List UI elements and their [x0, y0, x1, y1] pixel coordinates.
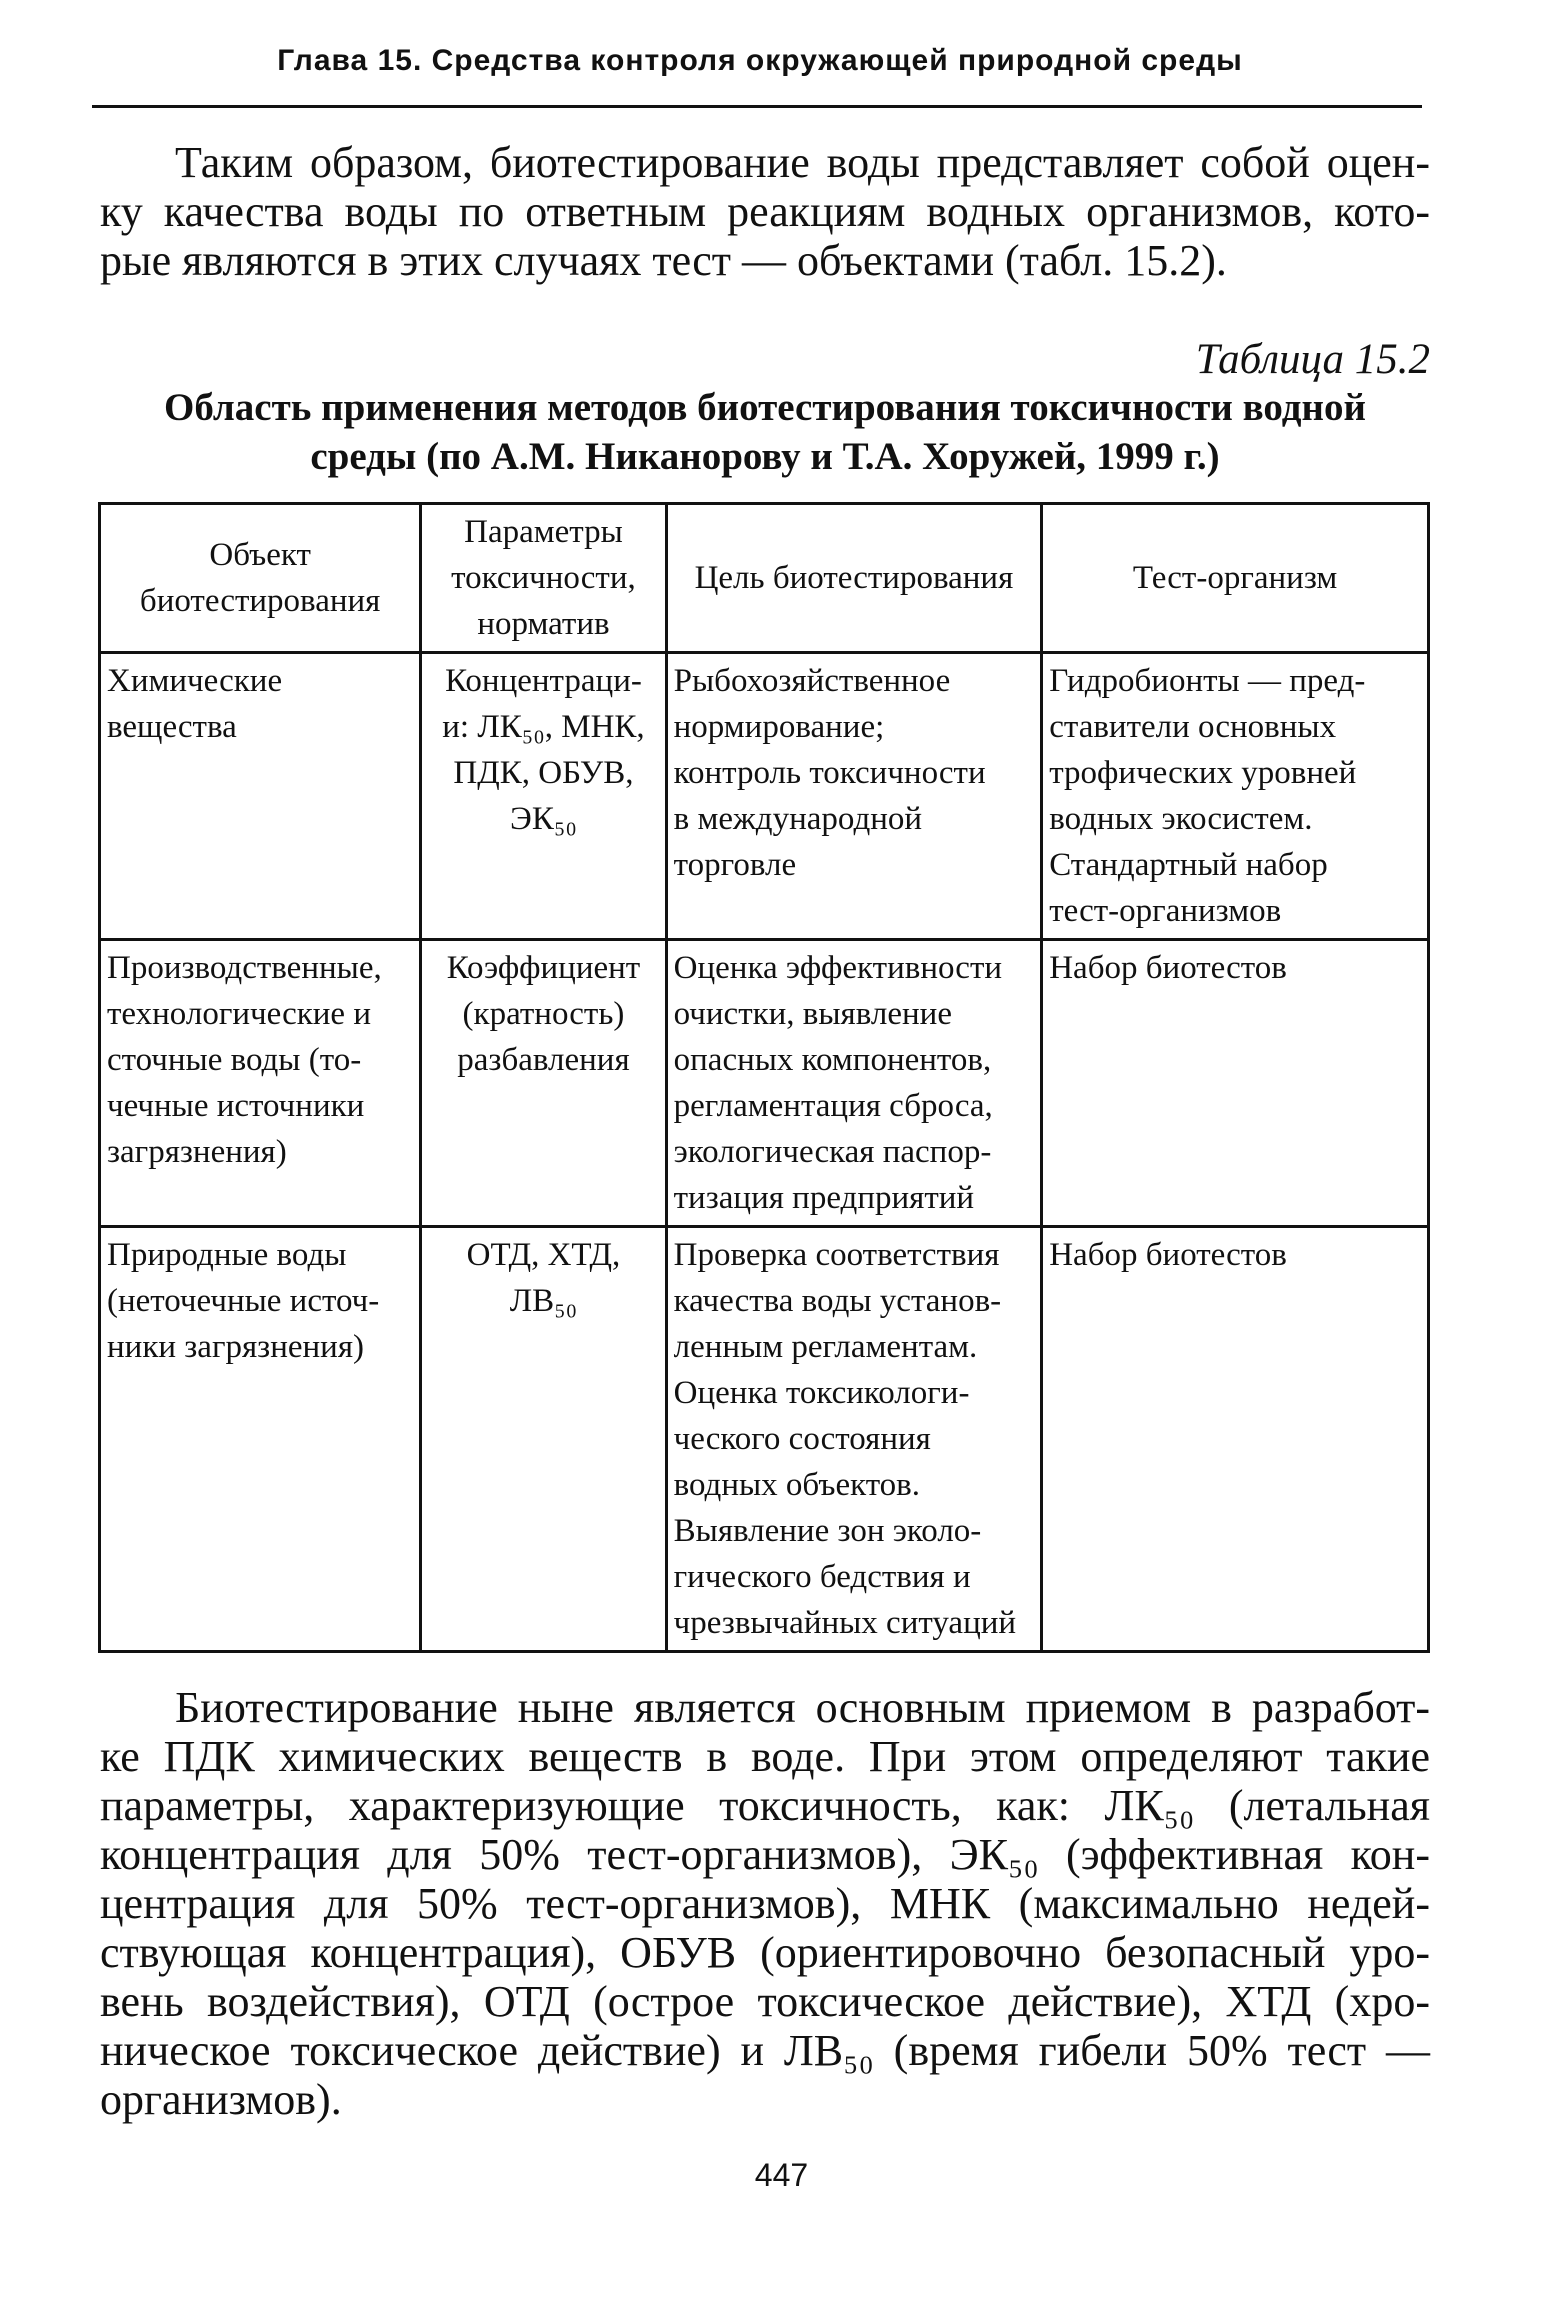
cell-object: Природные воды (неточечные источ- ники загрязнения) — [100, 1227, 421, 1652]
running-head: Глава 15. Средства контроля окружающей природной среды — [277, 44, 1243, 77]
header-cell-params: Параметры токсичности, норматив — [421, 504, 666, 653]
cell-goal: Оценка эффективности очистки, выявление опасных компонентов, регламентация сброса, экологическая паспор- тизация предприятий — [666, 940, 1042, 1227]
intro-paragraph — [100, 138, 1430, 285]
cell-params: Коэффициент (кратность) разбавления — [421, 940, 666, 1227]
intro-line: Таким образом, биотестирование воды представляет собой оцен- — [175, 138, 1430, 187]
intro-line: рые являются в этих случаях тест — объектами (табл. 15.2). — [100, 236, 1227, 285]
table-title — [100, 383, 1430, 481]
table-row — [100, 653, 1429, 940]
table-header-row — [100, 504, 1429, 653]
cell-goal: Проверка соответствия качества воды установ- ленным регламентам. Оценка токсикологи- ческого состояния водных объектов. Выявление зон эколо- гического бедствия и чрезвычайных ситуаций — [666, 1227, 1042, 1652]
cell-organism: Набор биотестов — [1042, 1227, 1429, 1652]
header-cell-object: Объект биотестирования — [100, 504, 421, 653]
outro-line: параметры, характеризующие токсичность, как: ЛК₅₀ (летальная — [100, 1781, 1430, 1830]
cell-object: Химические вещества — [100, 653, 421, 940]
table-label: Таблица 15.2 — [1195, 336, 1430, 383]
cell-object: Производственные, технологические и сточные воды (то- чечные источники загрязнения) — [100, 940, 421, 1227]
outro-line: ническое токсическое действие) и ЛВ₅₀ (время гибели 50% тест — — [100, 2026, 1430, 2075]
cell-params: Концентраци- и: ЛК₅₀, МНК, ПДК, ОБУВ, ЭК₅₀ — [421, 653, 666, 940]
outro-line: организмов). — [100, 2075, 342, 2124]
outro-line: центрация для 50% тест-организмов), МНК (максимально недей- — [100, 1879, 1430, 1928]
cell-organism: Набор биотестов — [1042, 940, 1429, 1227]
page-number: 447 — [754, 2157, 809, 2193]
outro-line: ствующая концентрация), ОБУВ (ориентировочно безопасный уро- — [100, 1928, 1430, 1977]
cell-params: ОТД, ХТД, ЛВ₅₀ — [421, 1227, 666, 1652]
cell-goal: Рыбохозяйственное нормирование; контроль токсичности в международной торговле — [666, 653, 1042, 940]
outro-line: концентрация для 50% тест-организмов), ЭК₅₀ (эффективная кон- — [100, 1830, 1430, 1879]
outro-line: вень воздействия), ОТД (острое токсическое действие), ХТД (хро- — [100, 1977, 1430, 2026]
cell-organism: Гидробионты — пред- ставители основных трофических уровней водных экосистем. Стандартный набор тест-организмов — [1042, 653, 1429, 940]
table-row — [100, 940, 1429, 1227]
intro-line: ку качества воды по ответным реакциям водных организмов, кото- — [100, 187, 1430, 236]
header-rule — [92, 105, 1422, 108]
outro-line: Биотестирование ныне является основным приемом в разработ- — [175, 1683, 1430, 1732]
outro-paragraph — [100, 1683, 1430, 2124]
outro-line: ке ПДК химических веществ в воде. При этом определяют такие — [100, 1732, 1430, 1781]
biotesting-table — [98, 502, 1430, 1653]
header-cell-goal: Цель биотестирования — [666, 504, 1042, 653]
table-title-line: среды (по А.М. Никанорову и Т.А. Хоружей, 1999 г.) — [310, 435, 1220, 478]
table-row — [100, 1227, 1429, 1652]
header-cell-organism: Тест-организм — [1042, 504, 1429, 653]
table-title-line: Область применения методов биотестирования токсичности водной — [164, 386, 1366, 429]
